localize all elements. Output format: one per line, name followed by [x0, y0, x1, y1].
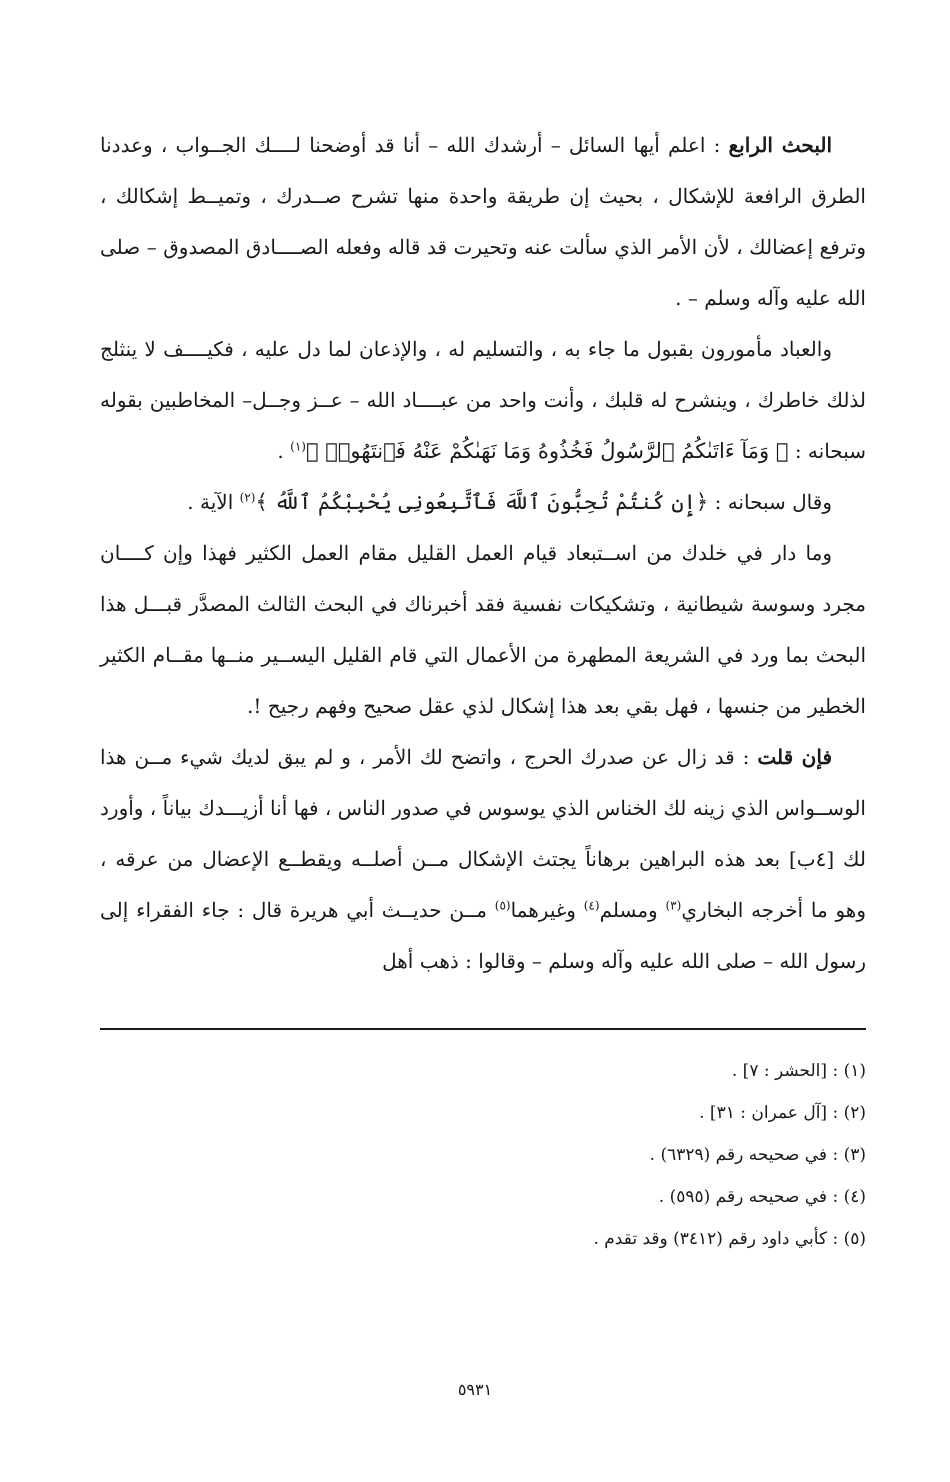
paragraph-text: : قد زال عن صدرك الحرج ، واتضح لك الأمر ، و لم يبق لديك شيء مــن هذا الوســواس الذي زينه لك الخناس الذي يوسوس في صدور الناس ، فها أنا أزيـــدك بياناً ، وأورد لك [٤ب] بعد هذه البراهين برهاناً يجتث الإشكال مــن أصلــه ويقطــع الإعضال من عرقه ، وهو ما أخرجه البخاري — [100, 745, 866, 922]
paragraph-fourth-inquiry — [100, 120, 866, 324]
footnote-ref: (١) — [290, 439, 306, 454]
footnote-divider — [100, 1028, 866, 1030]
paragraph-doubt — [100, 528, 866, 732]
paragraph-text: والعباد مأمورون بقبول ما جاء به ، والتسليم له ، والإذعان لما دل عليه ، فكيــــف لا ينثلج لذلك خاطرك ، وينشرح له قلبك ، وأنت واحد من عبــــاد الله – عــز وجــل– المخاطبين بقوله سبحانه : — [100, 337, 866, 463]
paragraph-text: مــن حديــث أبي هريرة قال : جاء الفقراء إلى رسول الله – صلى الله عليه وآله وسلم – وقالوا : ذهب أهل — [100, 898, 866, 973]
footnote-ref: (٥) — [494, 898, 511, 913]
section-heading-fourth-inquiry: البحث الرابع — [728, 133, 833, 157]
paragraph-if-you-said — [100, 732, 866, 987]
footnote-ref: (٢) — [239, 490, 256, 505]
page-number: ٥٩٣١ — [457, 1380, 493, 1399]
paragraph-text: وما دار في خلدك من اســتبعاد قيام العمل القليل مقام العمل الكثير فهذا وإن كــــان مجرد وسوسة شيطانية ، وتشكيكات نفسية فقد أخبرناك في البحث الثالث المصدَّر قبـــل هذا البحث بما ورد في الشريعة المطهرة من الأعمال التي قام القليل اليســير منــها مقــام الكثير الخطير من جنسها ، فهل بقي بعد هذا إشكال لذي عقل صحيح وفهم رجيح !. — [100, 541, 866, 718]
paragraph-text: : اعلم أيها السائل – أرشدك الله – أنا قد أوضحنا لــــك الجــواب ، وعددنا الطرق الرافعة للإشكال ، بحيث إن طريقة واحدة منها تشرح صــدرك ، وتميــط إشكالك ، وترفع إعضالك ، لأن الأمر الذي سألت عنه وتحيرت قد قاله وفعله الصــــادق المصدوق – صلى الله عليه وآله وسلم – . — [100, 133, 866, 310]
section-heading-if-you-said: فإن قلت — [757, 745, 833, 769]
footnotes — [100, 1050, 866, 1260]
paragraph-second-verse — [100, 477, 866, 528]
footnote-ref: (٣) — [665, 898, 682, 913]
sentence-end: الآية . — [187, 490, 234, 514]
paragraph-text: ومسلم — [599, 898, 658, 922]
quran-verse: ﴿ وَمَآ ءَاتَىٰكُمُ ٱلرَّسُولُ فَخُذُوهُ وَمَا نَهَىٰكُمْ عَنْهُ فَٱنتَهُوا۟ ﴾ — [305, 439, 789, 463]
paragraph-text: وغيرهما — [510, 898, 576, 922]
footnote: (٥) : كأبي داود رقم (٣٤١٢) وقد تقدم . — [593, 1229, 866, 1249]
paragraph-text: وقال سبحانه : — [714, 490, 832, 514]
main-text — [100, 120, 866, 987]
sentence-end: . — [277, 439, 284, 463]
footnote: (٣) : في صحيحه رقم (٦٣٢٩) . — [649, 1145, 866, 1165]
footnote-ref: (٤) — [583, 898, 600, 913]
quran-verse: ﴿إِن كُنتُمْ تُحِبُّونَ ٱللَّهَ فَٱتَّبِعُونِى يُحْبِبْكُمُ ٱللَّهُ ﴾ — [255, 490, 709, 514]
footnote: (٤) : في صحيحه رقم (٥٩٥) . — [658, 1187, 866, 1207]
paragraph-obedience — [100, 324, 866, 477]
footnote: (٢) : [آل عمران : ٣١] . — [699, 1103, 866, 1123]
footnote: (١) : [الحشر : ٧] . — [731, 1061, 866, 1081]
